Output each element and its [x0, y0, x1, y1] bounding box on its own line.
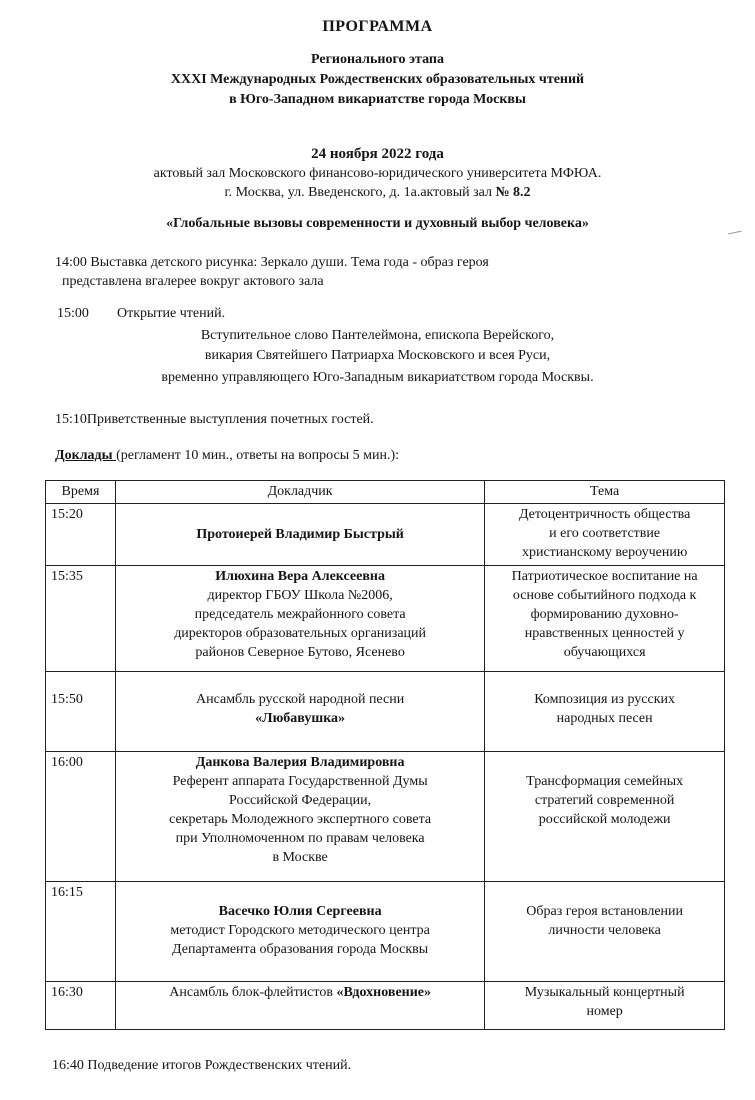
speaker-detail: районов Северное Бутово, Ясенево: [195, 645, 405, 660]
opening-speech-line-1: Вступительное слово Пантелеймона, епископа Верейского,: [200, 328, 555, 343]
reports-heading-line: [55, 448, 399, 464]
speaker-detail: директоров образовательных организаций: [174, 626, 427, 641]
topic-line: стратегий современной: [534, 793, 675, 808]
row-time: 15:20: [46, 504, 116, 566]
row-time: 16:00: [46, 752, 116, 882]
speaker-detail: при Уполномоченном по правам человека: [175, 831, 425, 846]
topic-line: христианскому вероучению: [521, 545, 688, 560]
speaker-detail: Референт аппарата Государственной Думы: [172, 774, 428, 789]
topic-line: личности человека: [548, 923, 661, 938]
row-speaker: [115, 982, 484, 1030]
exhibition-line-2: представлена вгалерее вокруг актового зала: [62, 274, 324, 289]
topic-line: народных песен: [556, 711, 653, 726]
row-topic: [485, 566, 725, 672]
subtitle-line-1: Регионального этапа: [310, 52, 444, 67]
topic-line: Патриотическое воспитание на: [511, 569, 698, 584]
venue-line-1: актовый зал Московского финансово-юридического университета МФЮА.: [153, 166, 602, 181]
topic-line: Композиция из русских: [534, 692, 675, 707]
topic-line: Трансформация семейных: [526, 774, 684, 789]
row-topic: [485, 982, 725, 1030]
topic-line: российской молодежи: [538, 812, 671, 827]
speaker-detail: Департамента образования города Москвы: [172, 942, 429, 957]
topic-line: формированию духовно-: [530, 607, 679, 622]
speaker-detail: директор ГБОУ Школа №2006,: [207, 588, 393, 603]
table-row: [46, 752, 725, 882]
opening-title: Открытие чтений.: [117, 306, 226, 321]
opening-speech-line-3: временно управляющего Юго-Западным викариатством города Москвы.: [161, 370, 594, 385]
row-topic: [485, 752, 725, 882]
topic-line: номер: [586, 1004, 623, 1019]
row-speaker: [115, 672, 484, 752]
venue-line-2: [0, 185, 755, 201]
speaker-name: Протоиерей Владимир Быстрый: [196, 527, 404, 542]
topic-line: обучающихся: [563, 645, 646, 660]
row-speaker: [115, 882, 484, 982]
table-header-row: [46, 481, 725, 504]
opening-speech-line-2: викария Святейшего Патриарха Московского и всея Руси,: [204, 348, 551, 363]
event-theme: «Глобальные вызовы современности и духовный выбор человека»: [166, 216, 589, 231]
speaker-detail: методист Городского методического центра: [170, 923, 430, 938]
speaker-name: Илюхина Вера Алексеевна: [215, 569, 385, 584]
table-row: [46, 504, 725, 566]
table-row: [46, 672, 725, 752]
speaker-name: «Вдохновение»: [336, 985, 431, 1000]
greetings-line: 15:10Приветственные выступления почетных гостей.: [55, 412, 374, 427]
closing-line: 16:40 Подведение итогов Рождественских чтений.: [52, 1058, 352, 1073]
row-time: 15:50: [46, 672, 116, 752]
speaker-detail: Ансамбль блок-флейтистов: [169, 985, 337, 1000]
row-topic: [485, 672, 725, 752]
topic-line: и его соответствие: [549, 526, 661, 541]
row-time: 15:35: [46, 566, 116, 672]
table-row: [46, 882, 725, 982]
topic-line: Музыкальный концертный: [524, 985, 685, 1000]
topic-line: Детоцентричность общества: [518, 507, 691, 522]
venue-address: г. Москва, ул. Введенского, д. 1а.актовый зал: [224, 185, 496, 200]
topic-line: нравственных ценностей у: [524, 626, 685, 641]
opening-time: 15:00: [57, 306, 89, 321]
subtitle-line-3: в Юго-Западном викариатстве города Москвы: [229, 92, 526, 107]
row-time: 16:30: [46, 982, 116, 1030]
table-row: [46, 982, 725, 1030]
speaker-name: «Любавушка»: [255, 711, 346, 726]
header-topic: Тема: [485, 481, 725, 504]
subtitle-line-2: XXXI Международных Рождественских образовательных чтений: [170, 72, 585, 87]
row-topic: [485, 504, 725, 566]
header-time: Время: [46, 481, 116, 504]
speaker-detail: Ансамбль русской народной песни: [196, 692, 405, 707]
row-speaker: [115, 752, 484, 882]
program-title: ПРОГРАММА: [322, 18, 433, 35]
row-speaker: [115, 504, 484, 566]
speaker-detail: в Москве: [272, 850, 328, 865]
topic-line: основе событийного подхода к: [512, 588, 697, 603]
reports-heading: Доклады: [55, 448, 117, 463]
speaker-detail: секретарь Молодежного экспертного совета: [169, 812, 432, 827]
reports-note: (регламент 10 мин., ответы на вопросы 5 мин.):: [116, 448, 399, 463]
speaker-detail: председатель межрайонного совета: [194, 607, 406, 622]
speaker-name: Васечко Юлия Сергеевна: [218, 904, 382, 919]
row-speaker: [115, 566, 484, 672]
speaker-detail: Российской Федерации,: [229, 793, 372, 808]
event-date: 24 ноября 2022 года: [311, 146, 444, 162]
row-time: 16:15: [46, 882, 116, 982]
reports-table: [45, 480, 725, 1030]
table-row: [46, 566, 725, 672]
exhibition-line-1: 14:00 Выставка детского рисунка: Зеркало души. Тема года - образ героя: [55, 255, 489, 270]
row-topic: [485, 882, 725, 982]
speaker-name: Данкова Валерия Владимировна: [195, 755, 405, 770]
header-speaker: Докладчик: [115, 481, 484, 504]
topic-line: Образ героя встановлении: [526, 904, 684, 919]
venue-hall-number: № 8.2: [495, 185, 531, 200]
